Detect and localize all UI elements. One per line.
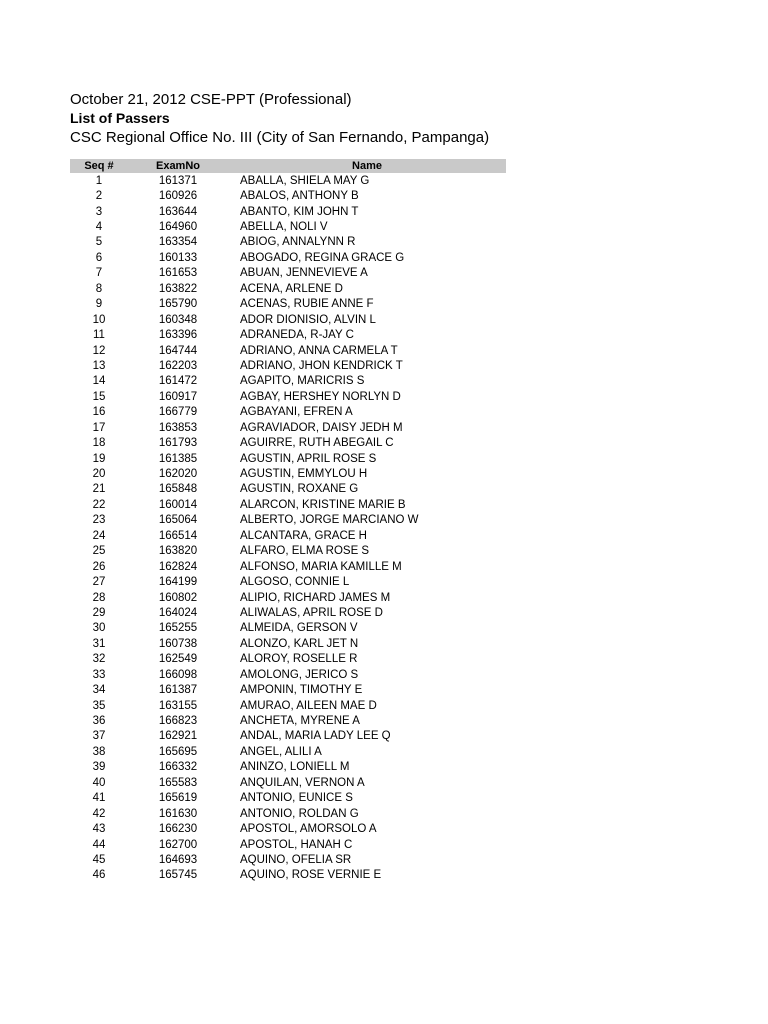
exam-title: October 21, 2012 CSE-PPT (Professional) (70, 91, 352, 108)
seq-cell: 24 (92, 529, 106, 542)
table-row (70, 343, 506, 358)
seq-cell: 13 (92, 359, 106, 372)
seq-cell: 15 (92, 390, 106, 403)
examno-cell: 165745 (158, 869, 198, 882)
examno-cell: 161653 (158, 267, 198, 280)
seq-cell: 8 (95, 282, 103, 295)
examno-cell: 164960 (158, 221, 198, 234)
examno-cell: 165619 (158, 792, 198, 805)
table-row (70, 219, 506, 234)
seq-cell: 17 (92, 421, 106, 434)
seq-cell: 30 (92, 622, 106, 635)
seq-cell: 23 (92, 514, 106, 527)
table-row (70, 327, 506, 342)
seq-cell: 29 (92, 606, 106, 619)
column-header-name: Name (352, 160, 382, 172)
table-row (70, 652, 506, 667)
passers-table (70, 159, 506, 883)
table-row (70, 544, 506, 559)
name-cell: AGUSTIN, EMMYLOU H (240, 468, 368, 481)
table-row (70, 667, 506, 682)
table-row (70, 451, 506, 466)
table-row (70, 744, 506, 759)
examno-cell: 160926 (158, 190, 198, 203)
seq-cell: 25 (92, 545, 106, 558)
name-cell: ALGOSO, CONNIE L (240, 576, 350, 589)
table-row (70, 281, 506, 296)
seq-cell: 31 (92, 637, 106, 650)
examno-cell: 166230 (158, 823, 198, 836)
examno-cell: 160917 (158, 390, 198, 403)
examno-cell: 165064 (158, 514, 198, 527)
name-cell: AMURAO, AILEEN MAE D (240, 699, 377, 712)
column-header-seq: Seq # (84, 160, 114, 172)
table-row (70, 389, 506, 404)
table-row (70, 682, 506, 697)
seq-cell: 36 (92, 715, 106, 728)
examno-cell: 162921 (158, 730, 198, 743)
seq-cell: 14 (92, 375, 106, 388)
table-row (70, 482, 506, 497)
document-header (70, 90, 690, 147)
name-cell: AGBAYANI, EFREN A (240, 406, 353, 419)
column-header-examno: ExamNo (155, 160, 201, 172)
examno-cell: 163644 (158, 205, 198, 218)
name-cell: ALARCON, KRISTINE MARIE B (240, 498, 406, 511)
table-row (70, 775, 506, 790)
table-row (70, 374, 506, 389)
table-row (70, 713, 506, 728)
examno-cell: 163853 (158, 421, 198, 434)
table-row (70, 266, 506, 281)
table-row (70, 852, 506, 867)
seq-cell: 18 (92, 437, 106, 450)
name-cell: ANTONIO, ROLDAN G (240, 807, 359, 820)
table-row (70, 621, 506, 636)
seq-cell: 28 (92, 591, 106, 604)
table-row (70, 574, 506, 589)
examno-cell: 160133 (158, 251, 198, 264)
seq-cell: 34 (92, 684, 106, 697)
seq-cell: 39 (92, 761, 106, 774)
table-row (70, 250, 506, 265)
examno-cell: 165695 (158, 745, 198, 758)
table-row (70, 420, 506, 435)
name-cell: ALIPIO, RICHARD JAMES M (240, 591, 391, 604)
name-cell: ALIWALAS, APRIL ROSE D (240, 606, 383, 619)
seq-cell: 45 (92, 853, 106, 866)
examno-cell: 161472 (158, 375, 198, 388)
table-body (70, 173, 506, 883)
name-cell: ALONZO, KARL JET N (240, 637, 359, 650)
examno-cell: 162020 (158, 468, 198, 481)
examno-cell: 164024 (158, 606, 198, 619)
table-row (70, 188, 506, 203)
table-row (70, 791, 506, 806)
table-row (70, 405, 506, 420)
name-cell: ALFONSO, MARIA KAMILLE M (240, 560, 402, 573)
seq-cell: 26 (92, 560, 106, 573)
name-cell: AGUSTIN, ROXANE G (240, 483, 359, 496)
examno-cell: 161387 (158, 684, 198, 697)
name-cell: ABANTO, KIM JOHN T (240, 205, 359, 218)
seq-cell: 43 (92, 823, 106, 836)
examno-cell: 160802 (158, 591, 198, 604)
examno-cell: 163820 (158, 545, 198, 558)
name-cell: ABALLA, SHIELA MAY G (240, 174, 370, 187)
name-cell: ABIOG, ANNALYNN R (240, 236, 356, 249)
examno-cell: 164199 (158, 576, 198, 589)
name-cell: AMOLONG, JERICO S (240, 668, 359, 681)
examno-cell: 164744 (158, 344, 198, 357)
examno-cell: 163396 (158, 329, 198, 342)
seq-cell: 12 (92, 344, 106, 357)
seq-cell: 5 (95, 236, 103, 249)
name-cell: ALMEIDA, GERSON V (240, 622, 358, 635)
name-cell: ADRIANO, JHON KENDRICK T (240, 359, 403, 372)
seq-cell: 32 (92, 653, 106, 666)
name-cell: AMPONIN, TIMOTHY E (240, 684, 363, 697)
seq-cell: 37 (92, 730, 106, 743)
name-cell: ALFARO, ELMA ROSE S (240, 545, 370, 558)
name-cell: ADOR DIONISIO, ALVIN L (240, 313, 376, 326)
examno-cell: 161385 (158, 452, 198, 465)
name-cell: AGBAY, HERSHEY NORLYN D (240, 390, 401, 403)
table-row (70, 358, 506, 373)
seq-cell: 2 (95, 190, 103, 203)
examno-cell: 166098 (158, 668, 198, 681)
examno-cell: 160014 (158, 498, 198, 511)
table-row (70, 513, 506, 528)
examno-cell: 165790 (158, 298, 198, 311)
examno-cell: 163822 (158, 282, 198, 295)
name-cell: ALCANTARA, GRACE H (240, 529, 367, 542)
seq-cell: 22 (92, 498, 106, 511)
name-cell: AQUINO, OFELIA SR (240, 853, 352, 866)
name-cell: APOSTOL, AMORSOLO A (240, 823, 377, 836)
table-row (70, 466, 506, 481)
seq-cell: 7 (95, 267, 103, 280)
seq-cell: 27 (92, 576, 106, 589)
name-cell: AGAPITO, MARICRIS S (240, 375, 365, 388)
table-row (70, 235, 506, 250)
name-cell: ANCHETA, MYRENE A (240, 715, 360, 728)
examno-cell: 165255 (158, 622, 198, 635)
name-cell: ACENAS, RUBIE ANNE F (240, 298, 374, 311)
table-row (70, 173, 506, 188)
table-row (70, 605, 506, 620)
seq-cell: 10 (92, 313, 106, 326)
name-cell: ABOGADO, REGINA GRACE G (240, 251, 405, 264)
examno-cell: 161793 (158, 437, 198, 450)
name-cell: ADRIANO, ANNA CARMELA T (240, 344, 398, 357)
examno-cell: 166779 (158, 406, 198, 419)
seq-cell: 19 (92, 452, 106, 465)
seq-cell: 42 (92, 807, 106, 820)
name-cell: AGRAVIADOR, DAISY JEDH M (240, 421, 403, 434)
examno-cell: 163155 (158, 699, 198, 712)
table-row (70, 821, 506, 836)
examno-cell: 162549 (158, 653, 198, 666)
name-cell: ADRANEDA, R-JAY C (240, 329, 354, 342)
examno-cell: 166332 (158, 761, 198, 774)
examno-cell: 160738 (158, 637, 198, 650)
seq-cell: 3 (95, 205, 103, 218)
table-row (70, 312, 506, 327)
name-cell: APOSTOL, HANAH C (240, 838, 353, 851)
seq-cell: 38 (92, 745, 106, 758)
table-header (70, 159, 506, 173)
table-row (70, 528, 506, 543)
table-row (70, 297, 506, 312)
examno-cell: 161371 (158, 174, 198, 187)
table-row (70, 760, 506, 775)
examno-cell: 162203 (158, 359, 198, 372)
name-cell: ABUAN, JENNEVIEVE A (240, 267, 368, 280)
examno-cell: 166514 (158, 529, 198, 542)
name-cell: AGUSTIN, APRIL ROSE S (240, 452, 377, 465)
name-cell: ANTONIO, EUNICE S (240, 792, 353, 805)
seq-cell: 41 (92, 792, 106, 805)
name-cell: ABELLA, NOLI V (240, 221, 328, 234)
table-row (70, 698, 506, 713)
table-row (70, 559, 506, 574)
regional-office: CSC Regional Office No. III (City of San Fernando, Pampanga) (70, 129, 490, 146)
seq-cell: 1 (95, 174, 103, 187)
name-cell: ANGEL, ALILI A (240, 745, 322, 758)
name-cell: ALOROY, ROSELLE R (240, 653, 358, 666)
list-title: List of Passers (70, 110, 170, 126)
seq-cell: 20 (92, 468, 106, 481)
examno-cell: 165848 (158, 483, 198, 496)
name-cell: ANDAL, MARIA LADY LEE Q (240, 730, 391, 743)
seq-cell: 33 (92, 668, 106, 681)
examno-cell: 160348 (158, 313, 198, 326)
name-cell: ACENA, ARLENE D (240, 282, 343, 295)
seq-cell: 44 (92, 838, 106, 851)
table-row (70, 837, 506, 852)
name-cell: ALBERTO, JORGE MARCIANO W (240, 514, 419, 527)
seq-cell: 40 (92, 776, 106, 789)
name-cell: ANQUILAN, VERNON A (240, 776, 365, 789)
seq-cell: 46 (92, 869, 106, 882)
name-cell: ANINZO, LONIELL M (240, 761, 350, 774)
table-row (70, 636, 506, 651)
seq-cell: 6 (95, 251, 103, 264)
table-row (70, 204, 506, 219)
seq-cell: 4 (95, 221, 103, 234)
examno-cell: 162824 (158, 560, 198, 573)
examno-cell: 166823 (158, 715, 198, 728)
seq-cell: 35 (92, 699, 106, 712)
seq-cell: 16 (92, 406, 106, 419)
table-row (70, 435, 506, 450)
seq-cell: 21 (92, 483, 106, 496)
seq-cell: 9 (95, 298, 103, 311)
table-row (70, 497, 506, 512)
table-row (70, 868, 506, 883)
examno-cell: 161630 (158, 807, 198, 820)
examno-cell: 165583 (158, 776, 198, 789)
seq-cell: 11 (93, 329, 105, 342)
table-row (70, 590, 506, 605)
examno-cell: 163354 (158, 236, 198, 249)
name-cell: AQUINO, ROSE VERNIE E (240, 869, 382, 882)
table-row (70, 806, 506, 821)
examno-cell: 162700 (158, 838, 198, 851)
table-row (70, 729, 506, 744)
name-cell: ABALOS, ANTHONY B (240, 190, 359, 203)
name-cell: AGUIRRE, RUTH ABEGAIL C (240, 437, 394, 450)
examno-cell: 164693 (158, 853, 198, 866)
